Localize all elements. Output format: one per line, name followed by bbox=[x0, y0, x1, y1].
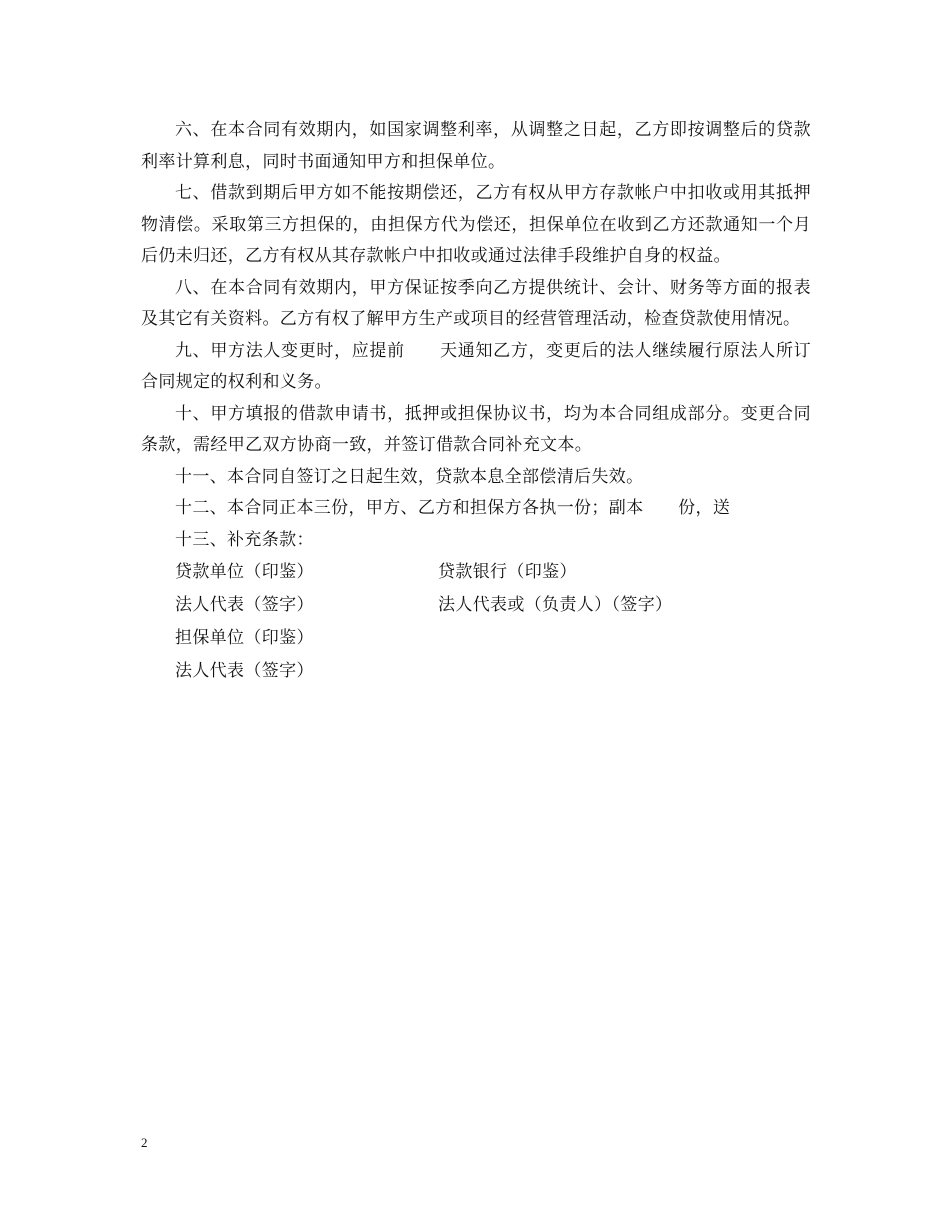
guarantor-representative-label: 法人代表（签字） bbox=[175, 661, 314, 681]
page-number: 2 bbox=[141, 1135, 148, 1150]
bank-seal-label: 贷款银行（印鉴） bbox=[438, 562, 577, 582]
signature-row bbox=[141, 589, 811, 622]
contract-body bbox=[141, 115, 811, 688]
guarantor-seal-label: 担保单位（印鉴） bbox=[175, 628, 314, 648]
borrower-seal-label: 贷款单位（印鉴） bbox=[175, 562, 314, 582]
clause-12: 十二、本合同正本三份，甲方、乙方和担保方各执一份；副本 份，送 bbox=[175, 498, 731, 518]
clause-13: 十三、补充条款： bbox=[175, 529, 314, 550]
signature-row bbox=[141, 622, 811, 655]
clause-8: 八、在本合同有效期内，甲方保证按季向乙方提供统计、会计、财务等方面的报表及其它有关资料。乙方有权了解甲方生产或项目的经营管理活动，检查贷款使用情况。 bbox=[141, 277, 811, 329]
clause-7: 七、借款到期后甲方如不能按期偿还，乙方有权从甲方存款帐户中扣收或用其抵押物清偿。采取第三方担保的，由担保方代为偿还，担保单位在收到乙方还款通知一个月后仍未归还，乙方有权从其存款帐户中扣收或通过法律手段维护自身的权益。 bbox=[141, 183, 811, 266]
bank-representative-label: 法人代表或（负责人）（签字） bbox=[438, 595, 673, 615]
signature-row bbox=[141, 556, 811, 589]
clause-6: 六、在本合同有效期内，如国家调整利率，从调整之日起，乙方即按调整后的贷款利率计算利息，同时书面通知甲方和担保单位。 bbox=[141, 120, 811, 172]
clause-10: 十、甲方填报的借款申请书，抵押或担保协议书，均为本合同组成部分。变更合同条款，需经甲乙双方协商一致，并签订借款合同补充文本。 bbox=[141, 403, 811, 455]
borrower-representative-label: 法人代表（签字） bbox=[175, 595, 314, 615]
signature-row bbox=[141, 655, 811, 688]
clause-11: 十一、本合同自签订之日起生效，贷款本息全部偿清后失效。 bbox=[175, 466, 644, 487]
signature-block bbox=[141, 556, 811, 688]
clause-9: 九、甲方法人变更时，应提前 天通知乙方，变更后的法人继续履行原法人所订合同规定的权利和义务。 bbox=[141, 340, 811, 392]
